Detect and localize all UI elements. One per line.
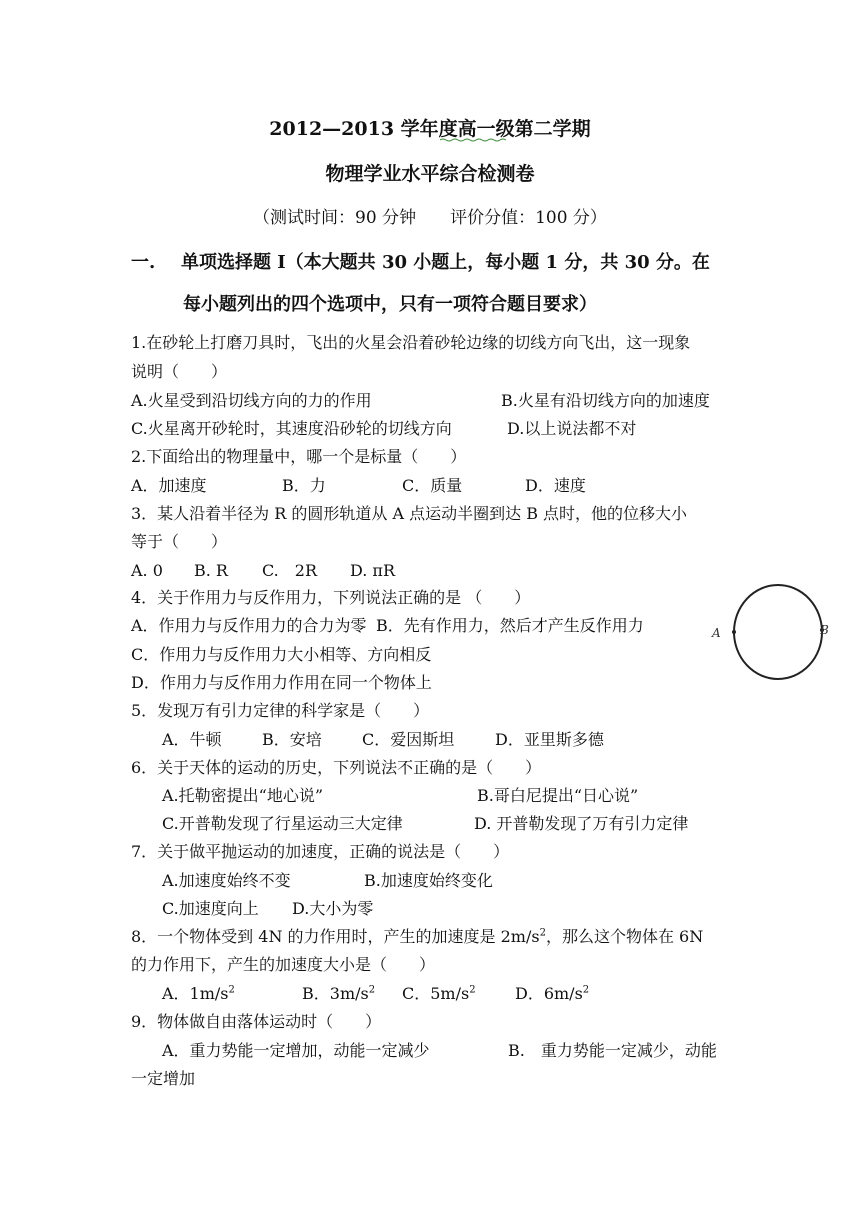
q4-option-d: D．作用力与反作用力作用在同一个物体上 <box>131 673 432 692</box>
q8-option-c-exponent: 2 <box>469 984 476 996</box>
q1-option-d: D.以上说法都不对 <box>507 419 637 438</box>
q3-stem: 3．某人沿着半径为 R 的圆形轨道从 A 点运动半圈到达 B 点时，他的位移大小 <box>131 504 688 523</box>
circle-track <box>734 585 822 679</box>
q8-option-c-text: C．5m/s <box>402 984 470 1003</box>
q8-option-d <box>515 983 589 1005</box>
spellcheck-underline <box>440 138 506 142</box>
circle-track-figure <box>708 580 850 700</box>
q8-stem <box>131 926 703 948</box>
exam-title: 2012—2013 学年度高一级第二学期 <box>269 118 591 140</box>
q8-option-a-exponent: 2 <box>228 984 235 996</box>
point-a-label: A <box>712 626 721 640</box>
section-heading: 单项选择题 I（本大题共 30 小题上，每小题 1 分，共 30 分。在 <box>181 252 710 273</box>
q7-option-a: A.加速度始终不变 <box>162 871 291 890</box>
q2-option-c: C．质量 <box>402 476 463 495</box>
q7-option-b: B.加速度始终变化 <box>364 871 493 890</box>
q8-stem-text-end: ，那么这个物体在 6N <box>545 927 704 946</box>
q4-option-a: A．作用力与反作用力的合力为零 <box>131 616 367 635</box>
q9-option-b: B. 重力势能一定减少，动能 <box>508 1041 717 1060</box>
exam-time-score: （测试时间：90 分钟 评价分值：100 分） <box>253 208 607 228</box>
q8-option-a-text: A．1m/s <box>162 984 229 1003</box>
q4-option-b: B．先有作用力，然后才产生反作用力 <box>376 616 644 635</box>
q5-option-b: B．安培 <box>262 730 322 749</box>
q3-option-c: C. 2R <box>262 561 317 580</box>
q1-option-b: B.火星有沿切线方向的加速度 <box>501 391 710 410</box>
q2-option-a: A．加速度 <box>131 476 207 495</box>
point-b-label: B <box>820 623 829 637</box>
q3-option-b: B. R <box>194 561 228 580</box>
q8-option-b <box>302 983 375 1005</box>
q5-option-a: A．牛顿 <box>162 730 222 749</box>
q1-option-c: C.火星离开砂轮时，其速度沿砂轮的切线方向 <box>131 419 452 438</box>
q9-option-a: A．重力势能一定增加，动能一定减少 <box>162 1041 430 1060</box>
q1-option-a: A.火星受到沿切线方向的力的作用 <box>131 391 372 410</box>
q8-stem-cont: 的力作用下，产生的加速度大小是（ ） <box>131 955 436 974</box>
q3-stem-cont: 等于（ ） <box>131 532 228 551</box>
section-number: 一. <box>131 252 156 273</box>
q2-option-d: D．速度 <box>525 476 586 495</box>
q6-option-c: C.开普勒发现了行星运动三大定律 <box>162 814 403 833</box>
q8-stem-text: 8．一个物体受到 4N 的力作用时，产生的加速度是 2m/s <box>131 927 540 946</box>
q8-option-c <box>402 983 476 1005</box>
q9-stem: 9．物体做自由落体运动时（ ） <box>131 1012 382 1031</box>
exam-subject-title: 物理学业水平综合检测卷 <box>325 163 535 185</box>
q8-option-b-text: B．3m/s <box>302 984 369 1003</box>
q5-option-d: D．亚里斯多德 <box>495 730 604 749</box>
section-heading-cont: 每小题列出的四个选项中，只有一项符合题目要求） <box>183 294 597 315</box>
q6-option-a: A.托勒密提出“地心说” <box>162 786 324 805</box>
q6-option-b: B.哥白尼提出“日心说” <box>477 786 639 805</box>
q7-option-d: D.大小为零 <box>292 899 374 918</box>
q7-stem: 7．关于做平抛运动的加速度，正确的说法是（ ） <box>131 842 510 861</box>
point-a-dot <box>732 630 736 634</box>
q8-stem-exponent: 2 <box>539 927 546 939</box>
q7-option-c: C.加速度向上 <box>162 899 259 918</box>
q1-stem: 1.在砂轮上打磨刀具时，飞出的火星会沿着砂轮边缘的切线方向飞出，这一现象 <box>131 333 691 352</box>
q5-stem: 5．发现万有引力定律的科学家是（ ） <box>131 701 430 720</box>
q2-option-b: B．力 <box>282 476 326 495</box>
q6-option-d: D. 开普勒发现了万有引力定律 <box>474 814 689 833</box>
q1-stem-cont: 说明（ ） <box>131 362 228 381</box>
q8-option-a <box>162 983 235 1005</box>
q3-option-d: D. πR <box>350 561 395 580</box>
q8-option-d-exponent: 2 <box>582 984 590 996</box>
q4-stem: 4．关于作用力与反作用力，下列说法正确的是 （ ） <box>131 588 531 607</box>
q8-option-d-text: D．6m/s <box>515 984 583 1003</box>
q8-option-b-exponent: 2 <box>368 984 376 996</box>
q6-stem: 6．关于天体的运动的历史，下列说法不正确的是（ ） <box>131 758 542 777</box>
q5-option-c: C．爱因斯坦 <box>362 730 455 749</box>
q3-option-a: A. 0 <box>131 561 163 580</box>
q4-option-c: C．作用力与反作用力大小相等、方向相反 <box>131 645 432 664</box>
q2-stem: 2.下面给出的物理量中，哪一个是标量（ ） <box>131 447 467 466</box>
q9-option-b-cont: 一定增加 <box>131 1069 196 1088</box>
